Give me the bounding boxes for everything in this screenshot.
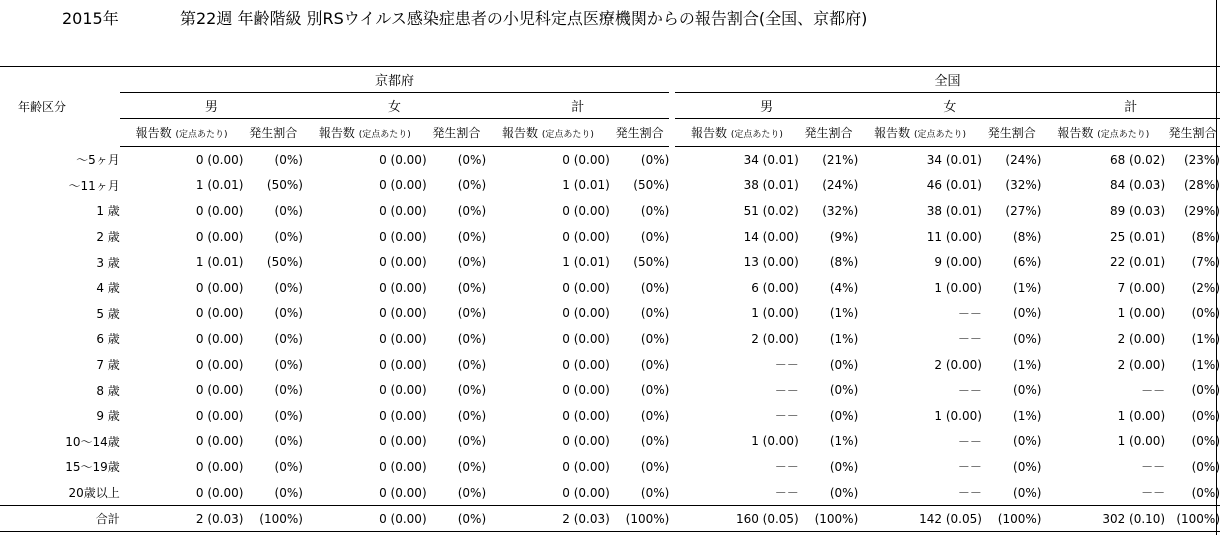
ratio-cell: (0%) bbox=[829, 408, 859, 423]
count-cell: 1 (0.00) bbox=[751, 306, 799, 321]
age-column-header: 年齢区分 bbox=[0, 67, 120, 147]
ratio-cell: (100%) bbox=[799, 506, 859, 532]
count-label: 報告数 bbox=[690, 126, 727, 140]
count-cell: 0 (0.00) bbox=[195, 306, 244, 321]
ratio-cell: (0%) bbox=[274, 434, 303, 449]
count-cell: 0 (0.00) bbox=[562, 203, 610, 218]
ratio-cell: (24%) bbox=[822, 178, 859, 193]
ratio-cell: (0%) bbox=[457, 357, 487, 372]
table-row bbox=[0, 301, 1220, 327]
count-subheader bbox=[486, 119, 610, 147]
ratio-cell: (2%) bbox=[1191, 280, 1220, 295]
ratio-cell: (0%) bbox=[640, 357, 670, 372]
count-cell: 2 (0.03) bbox=[120, 506, 244, 532]
count-cell: 1 (0.01) bbox=[195, 178, 244, 193]
count-cell: 84 (0.03) bbox=[1109, 178, 1166, 193]
count-cell: 0 (0.00) bbox=[562, 357, 610, 372]
count-cell: 0 (0.00) bbox=[195, 280, 244, 295]
ratio-cell: (0%) bbox=[457, 280, 487, 295]
ratio-cell: (0%) bbox=[274, 408, 303, 423]
ratio-cell: (21%) bbox=[822, 152, 859, 167]
count-cell: －－ bbox=[957, 332, 982, 347]
ratio-cell: (0%) bbox=[1191, 459, 1220, 474]
ratio-subheader: 発生割合 bbox=[243, 119, 303, 147]
table-row bbox=[0, 198, 1220, 224]
count-cell: －－ bbox=[957, 306, 982, 321]
ratio-cell: (1%) bbox=[829, 306, 859, 321]
ratio-cell: (0%) bbox=[640, 485, 670, 500]
ratio-cell: (0%) bbox=[640, 306, 670, 321]
count-cell: 22 (0.01) bbox=[1109, 255, 1166, 270]
table-row bbox=[0, 326, 1220, 352]
count-cell: 34 (0.01) bbox=[926, 152, 982, 167]
ratio-cell: (0%) bbox=[640, 434, 670, 449]
table-row bbox=[0, 480, 1220, 506]
age-cell: 合計 bbox=[0, 506, 120, 532]
age-cell: ～5ヶ月 bbox=[76, 153, 120, 168]
ratio-cell: (50%) bbox=[633, 178, 670, 193]
count-cell: 1 (0.01) bbox=[562, 255, 610, 270]
ratio-cell: (0%) bbox=[274, 152, 303, 167]
age-cell: 2 歳 bbox=[96, 230, 120, 245]
ratio-cell: (0%) bbox=[640, 383, 670, 398]
count-cell: －－ bbox=[1141, 383, 1166, 398]
count-subheader bbox=[675, 119, 799, 147]
ratio-cell: (0%) bbox=[640, 203, 670, 218]
age-cell: 10～14歳 bbox=[65, 434, 120, 449]
ratio-cell: (1%) bbox=[829, 331, 859, 346]
age-cell: 7 歳 bbox=[96, 358, 120, 373]
ratio-subheader: 発生割合 bbox=[799, 119, 859, 147]
ratio-cell: (0%) bbox=[1191, 383, 1220, 398]
count-label: 報告数 bbox=[874, 126, 911, 140]
ratio-cell: (0%) bbox=[829, 459, 859, 474]
age-cell: 8 歳 bbox=[96, 383, 120, 398]
ratio-cell: (0%) bbox=[274, 280, 303, 295]
ratio-cell: (8%) bbox=[1191, 229, 1220, 244]
count-cell: 0 (0.00) bbox=[562, 152, 610, 167]
ratio-cell: (7%) bbox=[1191, 255, 1220, 270]
total-row bbox=[0, 506, 1220, 532]
count-sub-label: (定点あたり) bbox=[1097, 130, 1150, 140]
ratio-cell: (8%) bbox=[1013, 229, 1042, 244]
count-cell: －－ bbox=[957, 434, 982, 449]
table-row bbox=[0, 224, 1220, 250]
ratio-subheader: 発生割合 bbox=[610, 119, 670, 147]
ratio-cell: (0%) bbox=[640, 331, 670, 346]
count-cell: 1 (0.00) bbox=[751, 434, 799, 449]
count-sub-label: (定点あたり) bbox=[730, 130, 783, 140]
count-subheader bbox=[1041, 119, 1165, 147]
ratio-cell: (0%) bbox=[457, 408, 487, 423]
age-cell: 5 歳 bbox=[96, 306, 120, 321]
count-cell: 0 (0.00) bbox=[195, 203, 244, 218]
ratio-cell: (0%) bbox=[1013, 331, 1042, 346]
count-subheader bbox=[120, 119, 244, 147]
age-cell: 4 歳 bbox=[96, 281, 120, 296]
count-cell: 0 (0.00) bbox=[379, 408, 427, 423]
ratio-cell: (50%) bbox=[633, 255, 670, 270]
ratio-cell: (0%) bbox=[1013, 459, 1042, 474]
count-cell: 0 (0.00) bbox=[195, 434, 244, 449]
ratio-cell: (0%) bbox=[457, 255, 487, 270]
table-row bbox=[0, 352, 1220, 378]
ratio-cell: (0%) bbox=[1191, 408, 1220, 423]
count-cell: 0 (0.00) bbox=[562, 280, 610, 295]
count-cell: 68 (0.02) bbox=[1109, 152, 1166, 167]
ratio-cell: (0%) bbox=[274, 459, 303, 474]
count-cell: 1 (0.01) bbox=[195, 255, 244, 270]
count-cell: 0 (0.00) bbox=[562, 229, 610, 244]
age-cell: 15～19歳 bbox=[65, 460, 120, 475]
ratio-cell: (24%) bbox=[1005, 152, 1042, 167]
ratio-cell: (4%) bbox=[829, 280, 859, 295]
count-cell: 0 (0.00) bbox=[379, 203, 427, 218]
count-cell: 0 (0.00) bbox=[562, 485, 610, 500]
count-cell: 0 (0.00) bbox=[379, 459, 427, 474]
count-cell: 0 (0.00) bbox=[562, 383, 610, 398]
count-cell: 38 (0.01) bbox=[926, 203, 982, 218]
ratio-cell: (0%) bbox=[829, 383, 859, 398]
ratio-cell: (32%) bbox=[1005, 178, 1042, 193]
age-cell: 9 歳 bbox=[96, 409, 120, 424]
count-cell: 38 (0.01) bbox=[743, 178, 799, 193]
ratio-cell: (0%) bbox=[1191, 306, 1220, 321]
count-cell: 0 (0.00) bbox=[195, 485, 244, 500]
ratio-cell: (1%) bbox=[1191, 357, 1220, 372]
count-cell: 0 (0.00) bbox=[195, 383, 244, 398]
count-cell: 0 (0.00) bbox=[379, 383, 427, 398]
rsv-age-table bbox=[0, 66, 1220, 532]
ratio-cell: (0%) bbox=[829, 485, 859, 500]
ratio-cell: (0%) bbox=[640, 152, 670, 167]
count-cell: 0 (0.00) bbox=[379, 255, 427, 270]
count-cell: 1 (0.00) bbox=[1117, 306, 1166, 321]
count-cell: 0 (0.00) bbox=[379, 152, 427, 167]
count-cell: 1 (0.00) bbox=[1117, 408, 1166, 423]
count-cell: 1 (0.01) bbox=[562, 178, 610, 193]
count-label: 報告数 bbox=[1057, 126, 1094, 140]
page-title: 第22週 年齢階級 別RSウイルス感染症患者の小児科定点医療機関からの報告割合(全国、京都府) bbox=[180, 9, 868, 28]
ratio-cell: (1%) bbox=[1191, 331, 1220, 346]
sex-header: 女 bbox=[303, 93, 486, 119]
ratio-cell: (0%) bbox=[457, 152, 487, 167]
count-cell: 0 (0.00) bbox=[195, 152, 244, 167]
count-cell: －－ bbox=[1141, 460, 1166, 475]
sex-header: 男 bbox=[675, 93, 858, 119]
count-cell: 0 (0.00) bbox=[195, 229, 244, 244]
ratio-cell: (0%) bbox=[640, 280, 670, 295]
count-cell: 9 (0.00) bbox=[934, 255, 982, 270]
count-cell: －－ bbox=[957, 383, 982, 398]
ratio-cell: (0%) bbox=[640, 229, 670, 244]
ratio-cell: (27%) bbox=[1005, 203, 1042, 218]
count-cell: 0 (0.00) bbox=[379, 485, 427, 500]
table-row bbox=[0, 429, 1220, 455]
count-cell: 0 (0.00) bbox=[562, 408, 610, 423]
count-cell: －－ bbox=[957, 486, 982, 501]
count-cell: 51 (0.02) bbox=[743, 203, 799, 218]
table-row bbox=[0, 249, 1220, 275]
ratio-cell: (0%) bbox=[427, 506, 487, 532]
count-cell: 89 (0.03) bbox=[1109, 203, 1166, 218]
count-cell: 2 (0.00) bbox=[934, 357, 982, 372]
count-cell: 0 (0.00) bbox=[195, 357, 244, 372]
count-cell: 7 (0.00) bbox=[1117, 280, 1166, 295]
ratio-cell: (0%) bbox=[1191, 434, 1220, 449]
count-cell: 302 (0.10) bbox=[1041, 506, 1165, 532]
ratio-cell: (28%) bbox=[1183, 178, 1220, 193]
ratio-cell: (0%) bbox=[457, 229, 487, 244]
ratio-cell: (1%) bbox=[1013, 357, 1042, 372]
count-cell: 0 (0.00) bbox=[562, 306, 610, 321]
ratio-cell: (0%) bbox=[1013, 434, 1042, 449]
count-subheader bbox=[858, 119, 982, 147]
count-label: 報告数 bbox=[502, 126, 539, 140]
ratio-cell: (0%) bbox=[274, 203, 303, 218]
count-cell: －－ bbox=[957, 460, 982, 475]
ratio-cell: (0%) bbox=[274, 331, 303, 346]
ratio-cell: (1%) bbox=[1013, 280, 1042, 295]
count-cell: 0 (0.00) bbox=[379, 331, 427, 346]
table-row bbox=[0, 275, 1220, 301]
count-cell: 46 (0.01) bbox=[926, 178, 982, 193]
sex-header: 男 bbox=[120, 93, 303, 119]
ratio-cell: (9%) bbox=[829, 229, 859, 244]
region-header-0: 京都府 bbox=[120, 67, 670, 93]
ratio-cell: (0%) bbox=[457, 383, 487, 398]
table-row bbox=[0, 403, 1220, 429]
ratio-cell: (50%) bbox=[266, 255, 303, 270]
ratio-cell: (0%) bbox=[1191, 485, 1220, 500]
count-cell: 0 (0.00) bbox=[303, 506, 427, 532]
count-cell: 2 (0.03) bbox=[486, 506, 610, 532]
count-cell: 13 (0.00) bbox=[743, 255, 799, 270]
ratio-cell: (0%) bbox=[457, 459, 487, 474]
ratio-cell: (32%) bbox=[822, 203, 859, 218]
ratio-cell: (0%) bbox=[274, 229, 303, 244]
ratio-cell: (0%) bbox=[640, 459, 670, 474]
sex-header: 女 bbox=[858, 93, 1041, 119]
ratio-cell: (8%) bbox=[829, 255, 859, 270]
ratio-cell: (1%) bbox=[1013, 408, 1042, 423]
count-sub-label: (定点あたり) bbox=[358, 130, 411, 140]
table-row bbox=[0, 173, 1220, 199]
age-cell: 3 歳 bbox=[96, 255, 120, 270]
age-cell: 6 歳 bbox=[96, 332, 120, 347]
sex-header: 計 bbox=[486, 93, 669, 119]
count-cell: －－ bbox=[774, 460, 799, 475]
ratio-cell: (50%) bbox=[266, 178, 303, 193]
table-row bbox=[0, 147, 1220, 173]
ratio-cell: (0%) bbox=[457, 203, 487, 218]
count-cell: 0 (0.00) bbox=[379, 280, 427, 295]
age-cell: ～11ヶ月 bbox=[68, 178, 120, 193]
count-cell: 0 (0.00) bbox=[195, 459, 244, 474]
count-cell: 1 (0.00) bbox=[934, 408, 982, 423]
count-cell: －－ bbox=[1141, 486, 1166, 501]
count-cell: －－ bbox=[774, 358, 799, 373]
table-row bbox=[0, 454, 1220, 480]
ratio-cell: (0%) bbox=[274, 357, 303, 372]
age-cell: 1 歳 bbox=[96, 204, 120, 219]
age-cell: 20歳以上 bbox=[68, 486, 120, 501]
count-cell: 1 (0.00) bbox=[1117, 434, 1166, 449]
count-cell: 34 (0.01) bbox=[743, 152, 799, 167]
count-cell: 1 (0.00) bbox=[934, 280, 982, 295]
ratio-cell: (1%) bbox=[829, 434, 859, 449]
count-cell: －－ bbox=[774, 486, 799, 501]
count-cell: 11 (0.00) bbox=[926, 229, 982, 244]
count-cell: 0 (0.00) bbox=[379, 178, 427, 193]
sex-header: 計 bbox=[1041, 93, 1220, 119]
count-cell: －－ bbox=[774, 383, 799, 398]
ratio-cell: (100%) bbox=[982, 506, 1042, 532]
ratio-cell: (0%) bbox=[457, 434, 487, 449]
count-cell: 0 (0.00) bbox=[379, 357, 427, 372]
count-cell: －－ bbox=[774, 409, 799, 424]
table-row bbox=[0, 377, 1220, 403]
table-header bbox=[0, 67, 1220, 147]
ratio-cell: (0%) bbox=[457, 485, 487, 500]
count-cell: 0 (0.00) bbox=[379, 434, 427, 449]
ratio-cell: (100%) bbox=[610, 506, 670, 532]
count-cell: 0 (0.00) bbox=[379, 306, 427, 321]
count-cell: 2 (0.00) bbox=[751, 331, 799, 346]
ratio-cell: (0%) bbox=[274, 485, 303, 500]
ratio-cell: (6%) bbox=[1013, 255, 1042, 270]
ratio-cell: (0%) bbox=[457, 331, 487, 346]
count-cell: 142 (0.05) bbox=[858, 506, 982, 532]
ratio-cell: (0%) bbox=[457, 178, 487, 193]
report-year: 2015年 bbox=[62, 9, 119, 28]
ratio-cell: (0%) bbox=[1013, 306, 1042, 321]
count-cell: 2 (0.00) bbox=[1117, 357, 1166, 372]
count-label: 報告数 bbox=[318, 126, 355, 140]
ratio-cell: (29%) bbox=[1183, 203, 1220, 218]
count-cell: 0 (0.00) bbox=[379, 229, 427, 244]
count-cell: 0 (0.00) bbox=[195, 408, 244, 423]
count-subheader bbox=[303, 119, 427, 147]
count-cell: 2 (0.00) bbox=[1117, 331, 1166, 346]
ratio-cell: (0%) bbox=[1013, 485, 1042, 500]
count-cell: 160 (0.05) bbox=[675, 506, 799, 532]
count-cell: 25 (0.01) bbox=[1109, 229, 1166, 244]
count-label: 報告数 bbox=[135, 126, 172, 140]
count-cell: 0 (0.00) bbox=[562, 459, 610, 474]
table-body bbox=[0, 147, 1220, 532]
count-cell: 6 (0.00) bbox=[751, 280, 799, 295]
ratio-cell: (0%) bbox=[274, 383, 303, 398]
ratio-cell: (0%) bbox=[274, 306, 303, 321]
count-cell: 14 (0.00) bbox=[743, 229, 799, 244]
ratio-subheader: 発生割合 bbox=[982, 119, 1042, 147]
ratio-cell: (0%) bbox=[640, 408, 670, 423]
ratio-cell: (23%) bbox=[1183, 152, 1220, 167]
count-cell: 0 (0.00) bbox=[195, 331, 244, 346]
count-cell: 0 (0.00) bbox=[562, 331, 610, 346]
ratio-subheader: 発生割合 bbox=[1165, 119, 1220, 147]
ratio-cell: (0%) bbox=[829, 357, 859, 372]
count-sub-label: (定点あたり) bbox=[914, 130, 967, 140]
region-header-1: 全国 bbox=[675, 67, 1220, 93]
ratio-cell: (100%) bbox=[1165, 506, 1220, 532]
ratio-cell: (0%) bbox=[457, 306, 487, 321]
ratio-cell: (0%) bbox=[1013, 383, 1042, 398]
ratio-cell: (100%) bbox=[243, 506, 303, 532]
ratio-subheader: 発生割合 bbox=[427, 119, 487, 147]
count-cell: 0 (0.00) bbox=[562, 434, 610, 449]
count-sub-label: (定点あたり) bbox=[541, 130, 594, 140]
count-sub-label: (定点あたり) bbox=[175, 130, 228, 140]
